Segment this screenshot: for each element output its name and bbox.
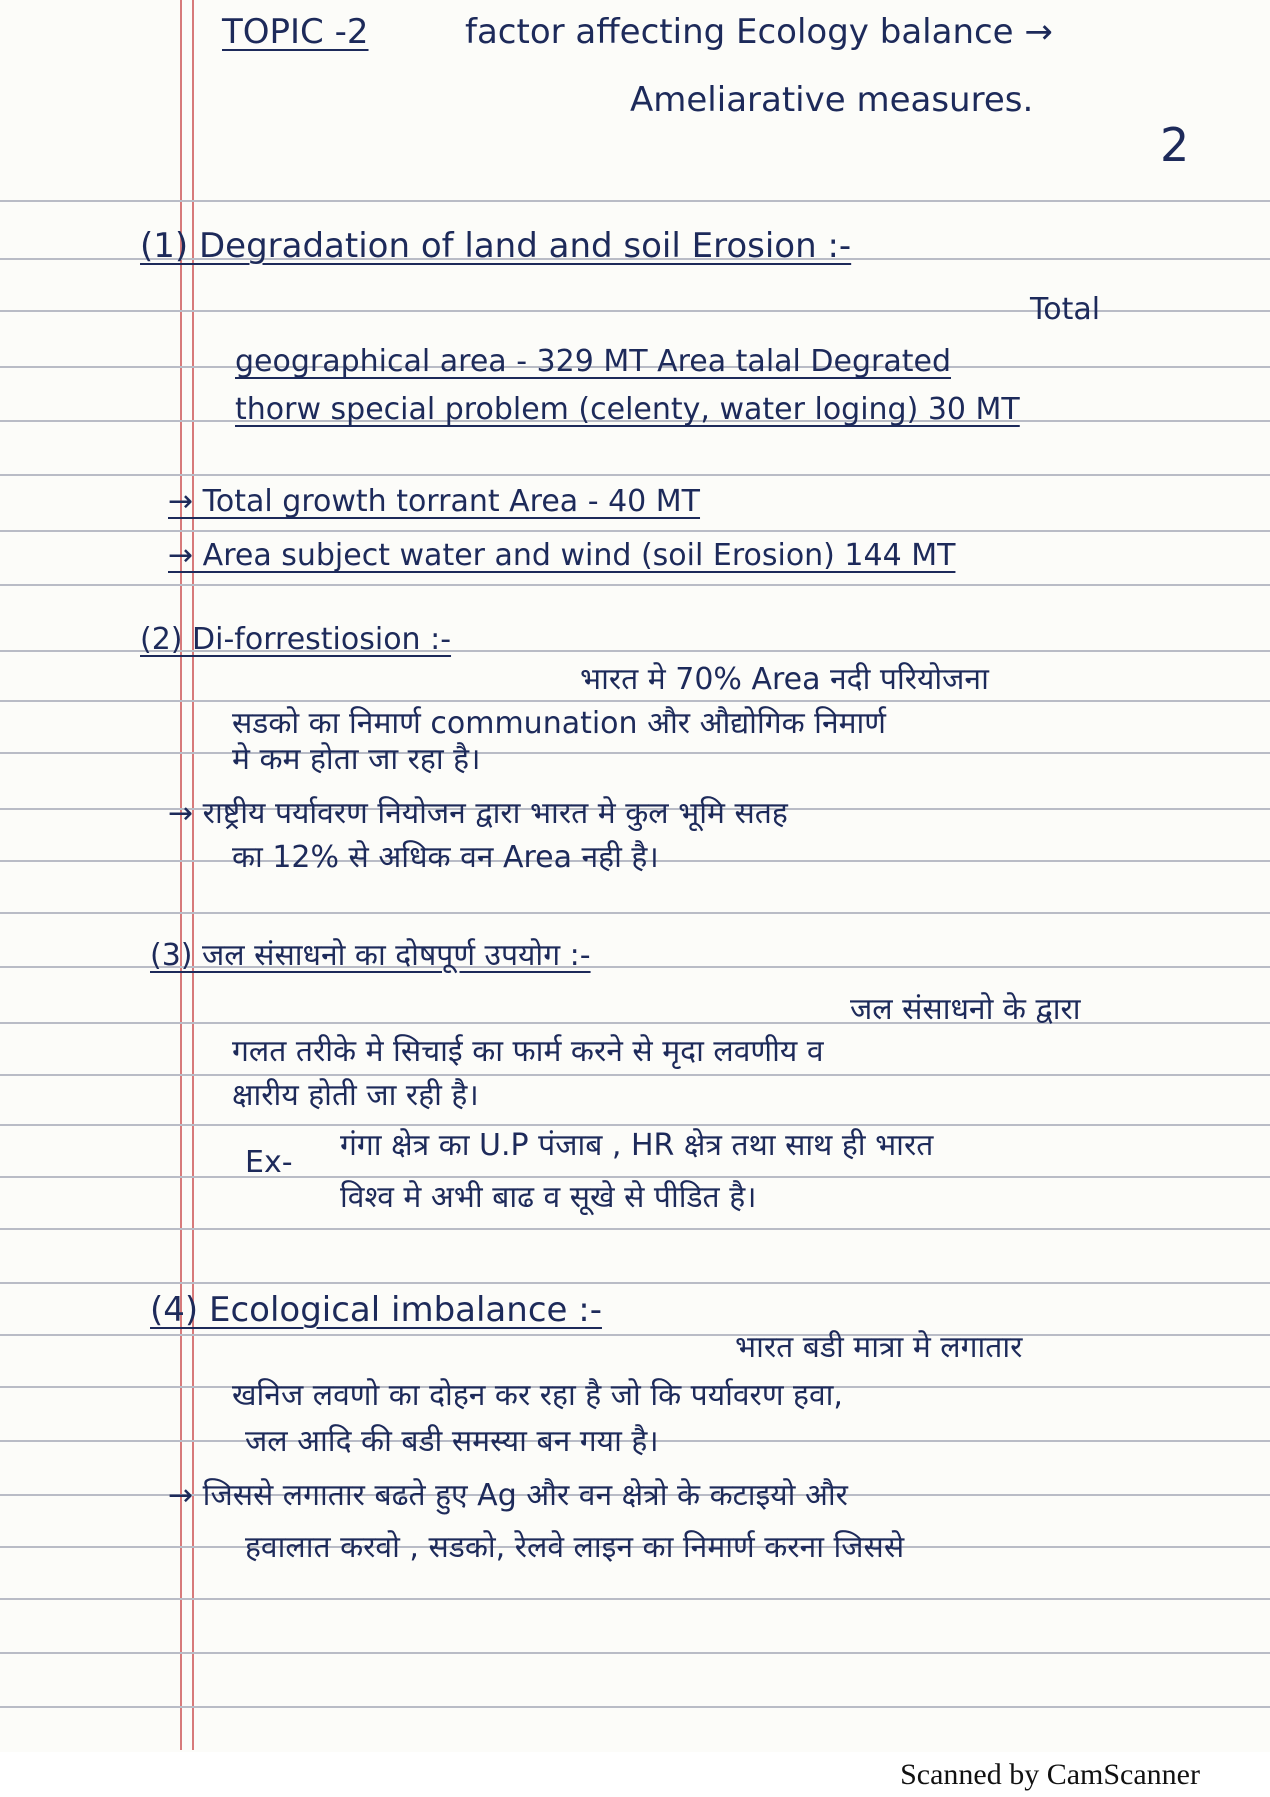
section-1-line-2: thorw special problem (celenty, water loging) 30 MT [235, 392, 1020, 427]
section-4-line-4: → जिससे लगातार बढते हुए Ag और वन क्षेत्रो के कटाइयो और [168, 1478, 848, 1513]
section-1-bullet-1: → Total growth torrant Area - 40 MT [168, 484, 701, 519]
section-3-line-3: क्षारीय होती जा रही है। [232, 1078, 479, 1113]
scanned-by-label: Scanned by CamScanner [900, 1758, 1200, 1791]
section-3-line-4: गंगा क्षेत्र का U.P पंजाब , HR क्षेत्र तथा साथ ही भारत [340, 1128, 934, 1163]
section-4-line-2: खनिज लवणो का दोहन कर रहा है जो कि पर्यावरण हवा, [232, 1378, 843, 1413]
ruled-line [0, 1176, 1270, 1178]
section-3-line-5: विश्व मे अभी बाढ व सूखे से पीडित है। [340, 1180, 757, 1215]
section-3-line-1: जल संसाधनो के द्वारा [850, 992, 1081, 1027]
section-2-line-1: भारत मे 70% Area नदी परियोजना [580, 662, 989, 697]
ruled-line [0, 1652, 1270, 1654]
section-3-line-2: गलत तरीके मे सिचाई का फार्म करने से मृदा लवणीय व [232, 1034, 824, 1069]
page-title-line-1: factor affecting Ecology balance → [465, 12, 1053, 52]
ruled-line [0, 1598, 1270, 1600]
ruled-line [0, 700, 1270, 702]
page-title-line-2: Ameliarative measures. [630, 80, 1034, 120]
page-number: 2 [1160, 118, 1190, 172]
section-4-heading: (4) Ecological imbalance :- [150, 1290, 602, 1330]
ruled-line [0, 912, 1270, 914]
section-2-line-5: का 12% से अधिक वन Area नही है। [232, 840, 659, 875]
section-1-bullet-2: → Area subject water and wind (soil Erosion) 144 MT [168, 538, 956, 573]
ruled-line [0, 1124, 1270, 1126]
section-4-line-1: भारत बडी मात्रा मे लगातार [735, 1330, 1023, 1365]
section-2-line-3: मे कम होता जा रहा है। [232, 742, 481, 777]
ruled-line [0, 1334, 1270, 1336]
section-3-ex-label: Ex- [245, 1145, 293, 1180]
ruled-line [0, 1706, 1270, 1708]
ruled-line [0, 1074, 1270, 1076]
ruled-line [0, 200, 1270, 202]
ruled-line [0, 530, 1270, 532]
section-1-total-word: Total [1030, 292, 1101, 327]
ruled-line [0, 584, 1270, 586]
ruled-line [0, 1282, 1270, 1284]
ruled-line [0, 1228, 1270, 1230]
section-2-line-2: सडको का निमार्ण communation और औद्योगिक निमार्ण [232, 706, 886, 741]
section-3-heading: (3) जल संसाधनो का दोषपूर्ण उपयोग :- [150, 938, 591, 973]
section-4-line-3: जल आदि की बडी समस्या बन गया है। [245, 1424, 659, 1459]
section-2-heading: (2) Di-forrestiosion :- [140, 622, 452, 657]
section-4-line-5: हवालात करवो , सडको, रेलवे लाइन का निमार्ण करना जिससे [245, 1530, 905, 1565]
section-2-line-4: → राष्ट्रीय पर्यावरण नियोजन द्वारा भारत मे कुल भूमि सतह [168, 796, 788, 831]
ruled-line [0, 752, 1270, 754]
section-1-heading: (1) Degradation of land and soil Erosion :- [140, 226, 852, 266]
ruled-line [0, 474, 1270, 476]
topic-label: TOPIC -2 [222, 12, 369, 52]
section-1-line-1: geographical area - 329 MT Area talal Degrated [235, 344, 951, 379]
